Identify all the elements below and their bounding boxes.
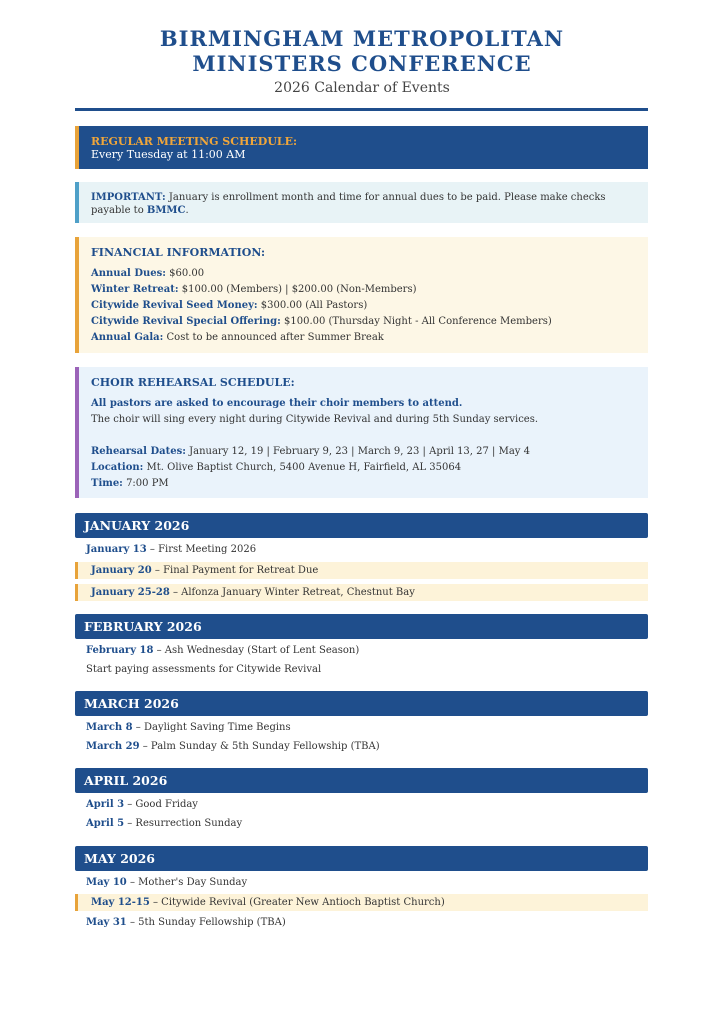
event-description: – Final Payment for Retreat Due: [151, 565, 319, 576]
financial-item: [91, 282, 636, 298]
month-header-january: JANUARY 2026: [75, 513, 648, 538]
month-header-march: MARCH 2026: [75, 691, 648, 716]
financial-item: [91, 266, 636, 282]
title-line-1: BIRMINGHAM METROPOLITAN: [159, 26, 565, 51]
event-description: – Alfonza January Winter Retreat, Chestnut Bay: [169, 587, 415, 598]
choir-item: [91, 476, 636, 492]
choir-item: [91, 444, 636, 460]
financial-item: [91, 330, 636, 346]
event-date: March 29: [86, 741, 140, 752]
financial-info-heading: FINANCIAL INFORMATION:: [91, 246, 266, 259]
choir-item-label: Location:: [91, 462, 144, 473]
choir-schedule-heading: CHOIR REHEARSAL SCHEDULE:: [91, 376, 295, 389]
event-description: – Resurrection Sunday: [124, 818, 243, 829]
event-item: [75, 661, 648, 679]
event-description: – Daylight Saving Time Begins: [132, 722, 291, 733]
event-item: [75, 642, 648, 660]
event-date: February 18: [86, 645, 154, 656]
financial-item-value: $60.00: [169, 268, 205, 279]
event-date: April 5: [86, 818, 125, 829]
event-description: – 5th Sunday Fellowship (TBA): [126, 917, 286, 928]
financial-item-value: $300.00 (All Pastors): [260, 300, 368, 311]
month-header-april: APRIL 2026: [75, 768, 648, 793]
event-description: – Citywide Revival (Greater New Antioch Baptist Church): [149, 897, 445, 908]
document-subtitle: 2026 Calendar of Events: [274, 80, 450, 96]
meeting-schedule-heading: REGULAR MEETING SCHEDULE:: [91, 135, 298, 148]
financial-item-value: $100.00 (Thursday Night - All Conference Members): [284, 316, 552, 327]
event-item-highlighted: [75, 562, 648, 579]
event-item-highlighted: [75, 584, 648, 601]
choir-item-value: January 12, 19 | February 9, 23 | March 9, 23 | April 13, 27 | May 4: [189, 446, 530, 457]
financial-item-value: $100.00 (Members) | $200.00 (Non-Members): [181, 284, 417, 295]
event-item: [75, 796, 648, 814]
event-item: [75, 719, 648, 737]
event-description: – First Meeting 2026: [146, 544, 257, 555]
financial-item-label: Citywide Revival Seed Money:: [91, 300, 258, 311]
event-date: May 31: [86, 917, 127, 928]
event-item: [75, 914, 648, 932]
choir-item: [91, 460, 636, 476]
event-date: March 8: [86, 722, 133, 733]
financial-item: [91, 314, 636, 330]
meeting-schedule-box: [75, 126, 648, 169]
event-description: – Good Friday: [124, 799, 198, 810]
choir-item-value: 7:00 PM: [126, 478, 169, 489]
choir-text: The choir will sing every night during Citywide Revival and during 5th Sunday services.: [91, 414, 539, 425]
header-divider: [75, 108, 648, 111]
event-date: January 13: [86, 544, 147, 555]
title-line-2: MINISTERS CONFERENCE: [192, 51, 532, 76]
event-item: [75, 738, 648, 756]
event-date: January 25-28: [91, 587, 170, 598]
important-payee: BMMC: [146, 205, 186, 216]
event-item: [75, 874, 648, 892]
month-header-may: MAY 2026: [75, 846, 648, 871]
month-header-february: FEBRUARY 2026: [75, 614, 648, 639]
event-description: – Ash Wednesday (Start of Lent Season): [153, 645, 360, 656]
choir-schedule-box: [75, 367, 648, 498]
important-label: IMPORTANT:: [91, 192, 166, 203]
event-item: [75, 815, 648, 833]
event-item: [75, 541, 648, 559]
financial-item-label: Citywide Revival Special Offering:: [91, 316, 281, 327]
choir-note: All pastors are asked to encourage their choir members to attend.: [91, 398, 463, 409]
choir-item-value: Mt. Olive Baptist Church, 5400 Avenue H, Fairfield, AL 35064: [146, 462, 462, 473]
financial-item-label: Winter Retreat:: [91, 284, 179, 295]
meeting-schedule-text: Every Tuesday at 11:00 AM: [91, 148, 246, 161]
event-date: May 10: [86, 877, 127, 888]
event-description: – Palm Sunday & 5th Sunday Fellowship (TBA): [139, 741, 380, 752]
choir-item-label: Time:: [91, 478, 123, 489]
important-text: January is enrollment month and time for annual dues to be paid. Please make checks payable to: [91, 192, 606, 216]
choir-item-label: Rehearsal Dates:: [91, 446, 186, 457]
event-date: January 20: [91, 565, 152, 576]
financial-item-value: Cost to be announced after Summer Break: [166, 332, 384, 343]
financial-item-label: Annual Gala:: [91, 332, 164, 343]
event-date: April 3: [86, 799, 125, 810]
financial-info-box: [75, 237, 648, 353]
event-description: – Mother's Day Sunday: [126, 877, 248, 888]
financial-item-label: Annual Dues:: [91, 268, 166, 279]
event-description: Start paying assessments for Citywide Revival: [86, 664, 322, 675]
financial-item: [91, 298, 636, 314]
document-header: [0, 0, 724, 96]
important-notice-box: [75, 182, 648, 223]
event-item-highlighted: [75, 894, 648, 911]
important-end: .: [185, 205, 189, 216]
choir-spacer: [91, 428, 636, 444]
event-date: May 12-15: [91, 897, 150, 908]
